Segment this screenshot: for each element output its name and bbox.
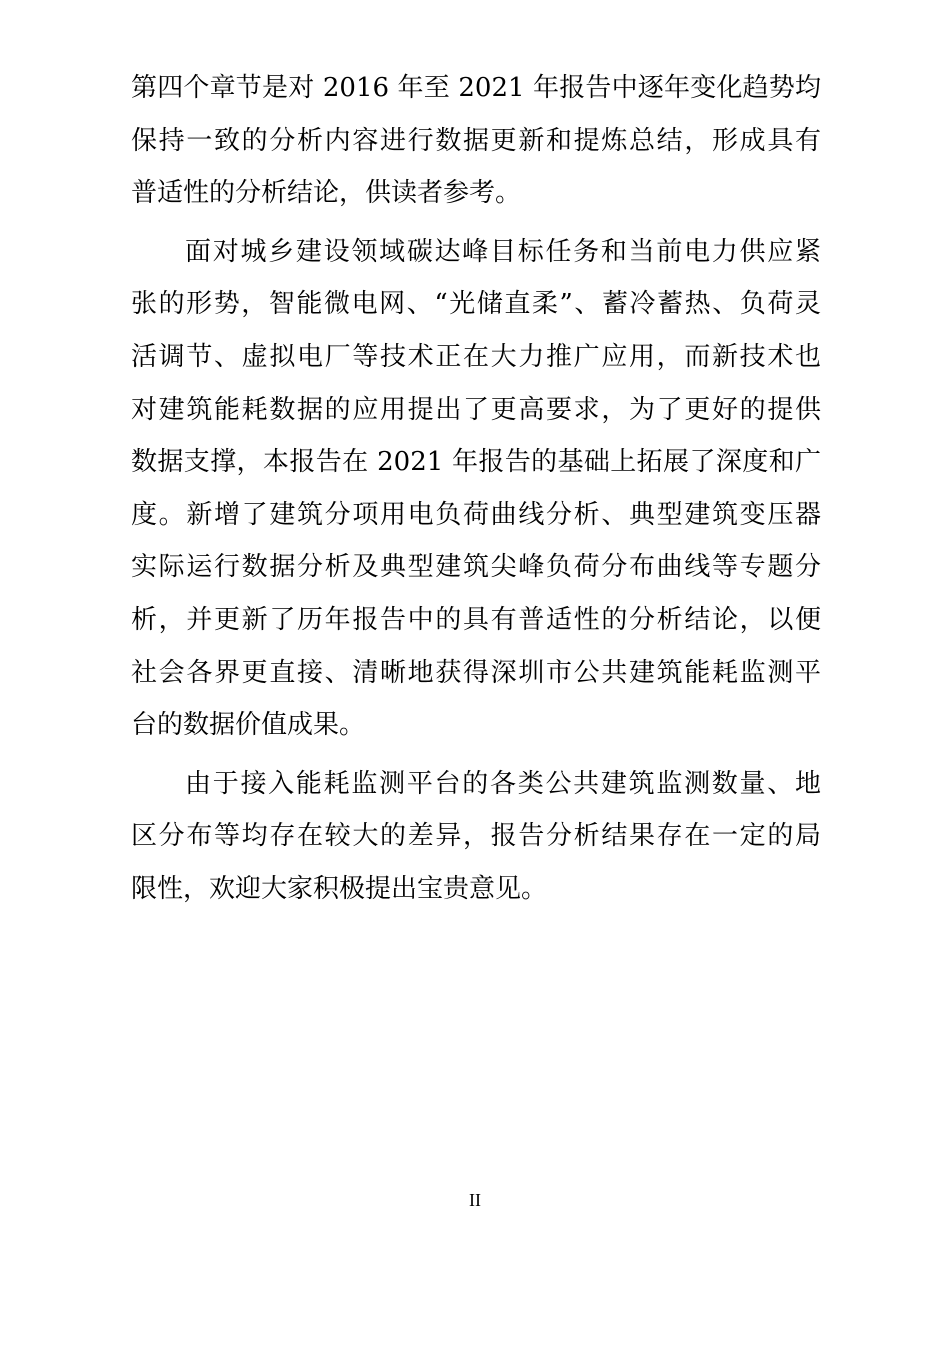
text-line: 面对城乡建设领域碳达峰目标任务和当前电力供应紧 [185, 236, 821, 267]
text-line: 台的数据价值成果。 [131, 710, 366, 741]
text-line: 社会各界更直接、清晰地获得深圳市公共建筑能耗监测平 [131, 657, 821, 688]
page-number: II [469, 1190, 481, 1210]
paragraph-1 [131, 62, 821, 220]
text-line: 析，并更新了历年报告中的具有普适性的分析结论，以便 [131, 604, 821, 635]
text-line: 对建筑能耗数据的应用提出了更高要求，为了更好的提供 [131, 394, 821, 425]
text-line: 限性，欢迎大家积极提出宝贵意见。 [131, 873, 548, 904]
text-line: 数据支撑，本报告在 2021 年报告的基础上拓展了深度和广 [131, 447, 821, 478]
text-line: 实际运行数据分析及典型建筑尖峰负荷分布曲线等专题分 [131, 552, 821, 583]
text-line: 保持一致的分析内容进行数据更新和提炼总结，形成具有 [131, 125, 821, 156]
text-line: 张的形势，智能微电网、“光储直柔”、蓄冷蓄热、负荷灵 [131, 289, 821, 320]
text-line: 度。新增了建筑分项用电负荷曲线分析、典型建筑变压器 [131, 499, 821, 530]
document-body [131, 62, 821, 916]
paragraph-2 [131, 226, 821, 752]
text-line: 活调节、虚拟电厂等技术正在大力推广应用，而新技术也 [131, 341, 821, 372]
text-line: 由于接入能耗监测平台的各类公共建筑监测数量、地 [185, 768, 821, 799]
text-line: 第四个章节是对 2016 年至 2021 年报告中逐年变化趋势均 [131, 73, 821, 103]
paragraph-3 [131, 758, 821, 916]
text-line: 区分布等均存在较大的差异，报告分析结果存在一定的局 [131, 821, 821, 852]
text-line: 普适性的分析结论，供读者参考。 [131, 178, 522, 209]
